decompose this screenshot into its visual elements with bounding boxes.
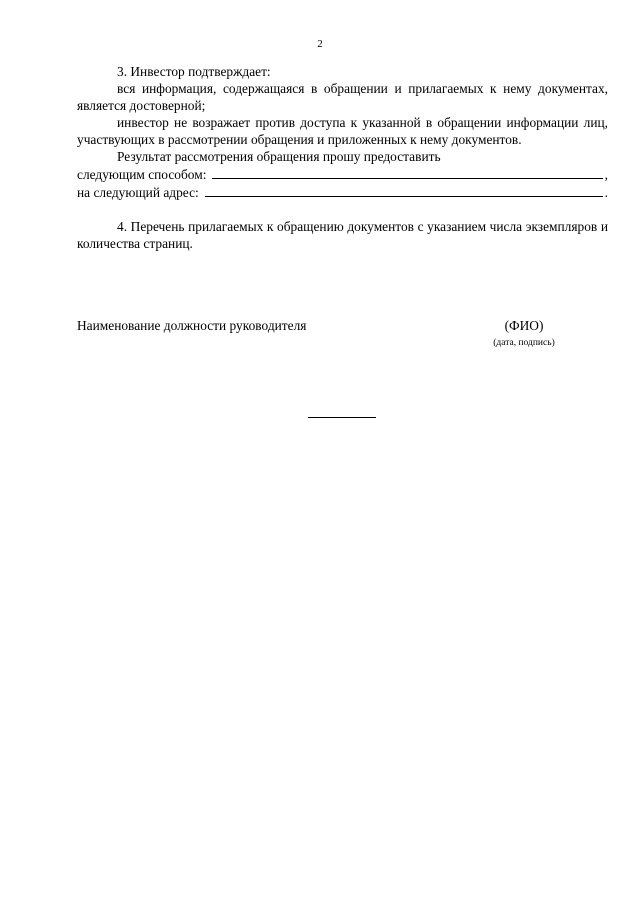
section-3 — [77, 63, 608, 252]
delivery-address-label: на следующий адрес: — [77, 185, 199, 200]
result-delivery-intro: Результат рассмотрения обращения прошу предоставить — [117, 149, 441, 164]
end-of-document-rule — [308, 417, 376, 418]
signature-position-label: Наименование должности руководителя — [77, 318, 307, 333]
delivery-method-label: следующим способом: — [77, 167, 207, 182]
page-number: 2 — [317, 38, 323, 50]
delivery-method-end: , — [604, 167, 608, 182]
delivery-method-blank — [212, 165, 602, 179]
delivery-address-end: . — [604, 185, 608, 200]
delivery-address-blank — [205, 183, 603, 197]
section-3-heading: 3. Инвестор подтверждает: — [117, 64, 271, 79]
delivery-method-row — [77, 165, 608, 183]
signature-fio: (ФИО) — [504, 318, 544, 333]
confirmation-item-access: инвестор не возражает против доступа к указанной в обращении информации лиц, участвующих в рассмотрении обращения и приложенных к нему документов. — [77, 115, 608, 147]
delivery-address-row — [77, 183, 608, 201]
spacer — [77, 201, 608, 218]
confirmation-item-accuracy: вся информация, содержащаяся в обращении и прилагаемых к нему документах, является достоверной; — [77, 81, 608, 113]
signature-date-sign-hint: (дата, подпись) — [493, 338, 555, 348]
section-4-attachments: 4. Перечень прилагаемых к обращению документов с указанием числа экземпляров и количества страниц. — [77, 219, 608, 251]
